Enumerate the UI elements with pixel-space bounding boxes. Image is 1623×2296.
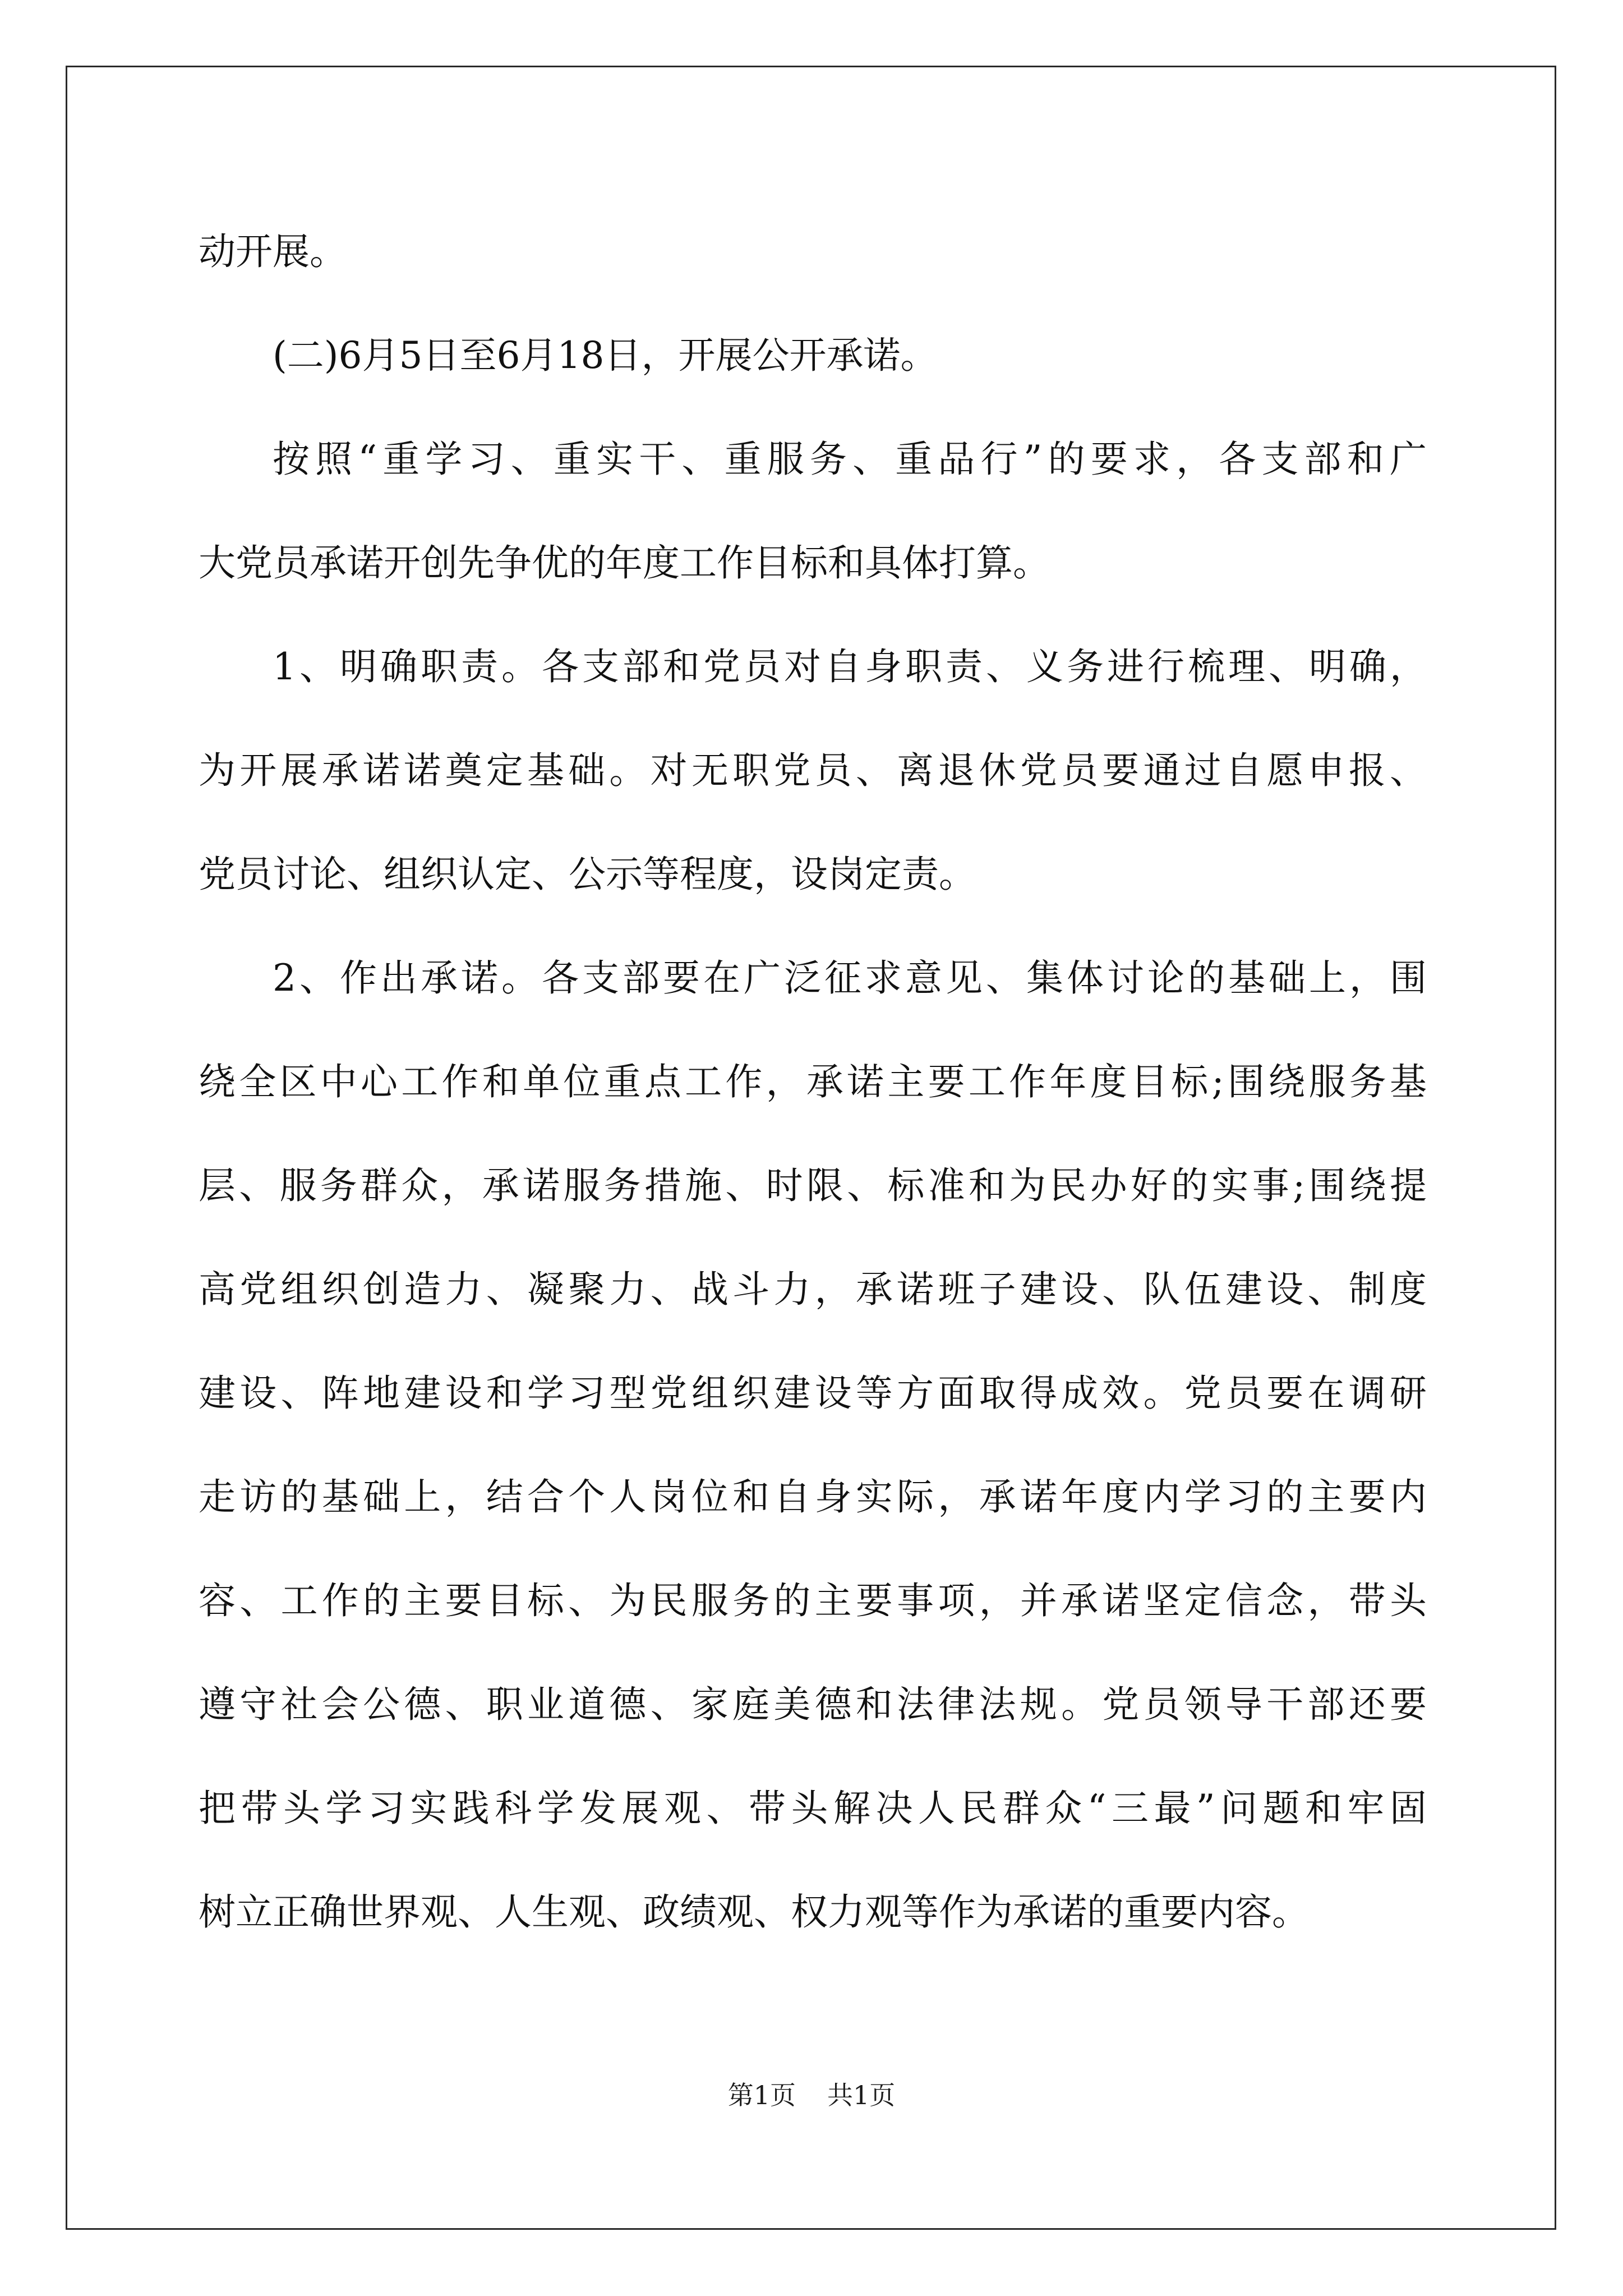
text-line: 高党组织创造力、凝聚力、战斗力，承诺班子建设、队伍建设、制度 xyxy=(199,1268,1427,1311)
page-number: 第1页 xyxy=(727,2080,796,2110)
text-line: 走访的基础上，结合个人岗位和自身实际，承诺年度内学习的主要内 xyxy=(199,1475,1427,1519)
text-line: 按照“重学习、重实干、重服务、重品行”的要求，各支部和广 xyxy=(273,438,1427,481)
text-line: 层、服务群众，承诺服务措施、时限、标准和为民办好的实事;围绕提 xyxy=(199,1164,1427,1207)
document-body xyxy=(199,215,1427,1980)
text-line: 树立正确世界观、人生观、政绩观、权力观等作为承诺的重要内容。 xyxy=(199,1890,1309,1934)
section-heading: (二)6月5日至6月18日，开展公开承诺。 xyxy=(273,334,938,377)
page-footer xyxy=(0,2078,1623,2112)
text-line: 绕全区中心工作和单位重点工作，承诺主要工作年度目标;围绕服务基 xyxy=(199,1060,1427,1103)
text-line: 1、明确职责。各支部和党员对自身职责、义务进行梳理、明确， xyxy=(273,645,1427,688)
text-line: 建设、阵地建设和学习型党组织建设等方面取得成效。党员要在调研 xyxy=(199,1372,1427,1415)
text-line: 党员讨论、组织认定、公示等程度，设岗定责。 xyxy=(199,853,976,896)
text-line: 容、工作的主要目标、为民服务的主要事项，并承诺坚定信念，带头 xyxy=(199,1579,1427,1622)
text-line: 2、作出承诺。各支部要在广泛征求意见、集体讨论的基础上，围 xyxy=(273,956,1427,1000)
text-line: 动开展。 xyxy=(199,230,347,273)
page-total: 共1页 xyxy=(827,2080,896,2110)
text-line: 把带头学习实践科学发展观、带头解决人民群众“三最”问题和牢固 xyxy=(199,1787,1427,1830)
text-line: 遵守社会公德、职业道德、家庭美德和法律法规。党员领导干部还要 xyxy=(199,1683,1427,1726)
text-line: 大党员承诺开创先争优的年度工作目标和具体打算。 xyxy=(199,541,1050,585)
text-line: 为开展承诺诺奠定基础。对无职党员、离退休党员要通过自愿申报、 xyxy=(199,749,1427,792)
